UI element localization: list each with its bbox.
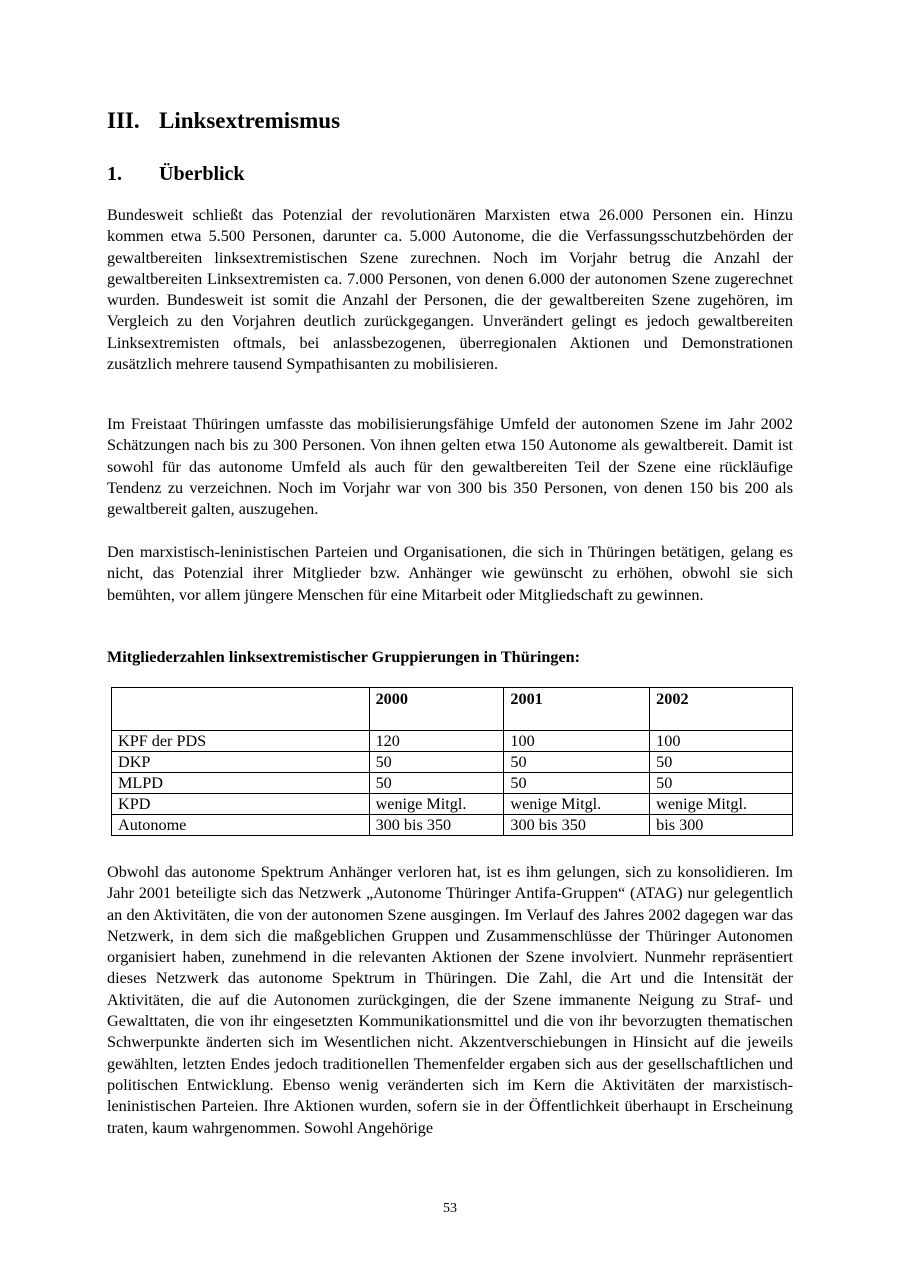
paragraph-federal-overview: Bundesweit schließt das Potenzial der revolutionären Marxisten etwa 26.000 Personen ein. Hinzu kommen etwa 5.500 Personen, darunter ca. 5.000 Autonome, die die Verfassungsschutzbehörden der gewaltbereiten linksextremistischen Szene zurechnen. Noch im Vorjahr betrug die Anzahl der gewaltbereiten Linksextremisten ca. 7.000 Personen, von denen 6.000 der autonomen Szene zugerechnet wurden. Bundesweit ist somit die Anzahl der Personen, die der gewaltbereiten Szene zugehören, im Vergleich zu den Vorjahren deutlich zurückgegangen. Unverändert gelingt es jedoch gewaltbereiten Linksextremisten oftmals, bei anlassbezogenen, überregionalen Aktionen und Demonstrationen zusätzlich mehrere tausend Sympathisanten zu mobilisieren. xyxy=(107,206,793,374)
membership-table xyxy=(111,687,793,836)
table-cell: 100 xyxy=(650,731,793,752)
table-cell: wenige Mitgl. xyxy=(650,794,793,815)
table-cell: 50 xyxy=(504,752,650,773)
table-caption: Mitgliederzahlen linksextremistischer Gruppierungen in Thüringen: xyxy=(107,648,581,666)
table-header-cell xyxy=(112,688,370,731)
section-number: 1. xyxy=(107,163,122,185)
table-cell: 50 xyxy=(650,752,793,773)
table-cell-group: KPF der PDS xyxy=(112,731,370,752)
table-row xyxy=(112,752,793,773)
table-header-cell: 2001 xyxy=(504,688,650,731)
table-row xyxy=(112,773,793,794)
table-cell: 50 xyxy=(369,773,504,794)
section-title: Überblick xyxy=(159,163,245,185)
chapter-title: Linksextremismus xyxy=(159,108,341,133)
table-cell: 50 xyxy=(369,752,504,773)
table-cell: wenige Mitgl. xyxy=(369,794,504,815)
table-row xyxy=(112,794,793,815)
section-heading xyxy=(107,159,245,189)
table-cell: wenige Mitgl. xyxy=(504,794,650,815)
table-cell: 50 xyxy=(504,773,650,794)
table-cell: bis 300 xyxy=(650,815,793,836)
table-cell-group: KPD xyxy=(112,794,370,815)
table-cell: 50 xyxy=(650,773,793,794)
table-cell: 120 xyxy=(369,731,504,752)
table-cell-group: DKP xyxy=(112,752,370,773)
paragraph-thuringia-autonomous: Im Freistaat Thüringen umfasste das mobilisierungsfähige Umfeld der autonomen Szene im Jahr 2002 Schätzungen nach bis zu 300 Personen. Von ihnen gelten etwa 150 Autonome als gewaltbereit. Damit ist sowohl für das autonome Umfeld als auch für den gewaltbereiten Teil der Szene eine rückläufige Tendenz zu verzeichnen. Noch im Vorjahr war von 300 bis 350 Personen, von denen 150 bis 200 als gewaltbereit galten, auszugehen. xyxy=(107,415,793,519)
table-header-row xyxy=(112,688,793,731)
table-header-cell: 2000 xyxy=(369,688,504,731)
paragraph-ml-parties: Den marxistisch-leninistischen Parteien und Organisationen, die sich in Thüringen betätigen, gelang es nicht, das Potenzial ihrer Mitglieder bzw. Anhänger wie gewünscht zu erhöhen, obwohl sie sich bemühten, vor allem jüngere Menschen für eine Mitarbeit oder Mitgliedschaft zu gewinnen. xyxy=(107,543,793,604)
table-cell: 300 bis 350 xyxy=(369,815,504,836)
paragraph-autonomous-spectrum: Obwohl das autonome Spektrum Anhänger verloren hat, ist es ihm gelungen, sich zu konsolidieren. Im Jahr 2001 beteiligte sich das Netzwerk „Autonome Thüringer Antifa-Gruppen“ (ATAG) nur gelegentlich an den Aktivitäten, die von der autonomen Szene ausgingen. Im Verlauf des Jahres 2002 dagegen war das Netzwerk, in dem sich die maßgeblichen Gruppen und Zusammenschlüsse der Thüringer Autonomen organisiert haben, zunehmend in die relevanten Aktionen der Szene involviert. Nunmehr repräsentiert dieses Netzwerk das autonome Spektrum in Thüringen. Die Zahl, die Art und die Intensität der Aktivitäten, die auf die Autonomen zurückgingen, die der Szene immanente Neigung zu Straf- und Gewalttaten, die von ihr eingesetzten Kommunikationsmittel und die von ihr bevorzugten thematischen Schwerpunkte änderten sich im Wesentlichen nicht. Akzentverschiebungen in Hinsicht auf die jeweils gewählten, letzten Endes jedoch traditionellen Themenfelder ergaben sich aus der gesellschaftlichen und politischen Entwicklung. Ebenso wenig veränderten sich im Kern die Aktivitäten der marxistisch-leninistischen Parteien. Ihre Aktionen wurden, sofern sie in der Öffentlichkeit überhaupt in Erscheinung traten, kaum wahrgenommen. Sowohl Angehörige xyxy=(107,863,793,1137)
table-cell-group: Autonome xyxy=(112,815,370,836)
table-cell-group: MLPD xyxy=(112,773,370,794)
table-row xyxy=(112,815,793,836)
table-row xyxy=(112,731,793,752)
page-number: 53 xyxy=(443,1201,457,1216)
table-cell: 100 xyxy=(504,731,650,752)
chapter-heading xyxy=(107,104,340,138)
table-cell: 300 bis 350 xyxy=(504,815,650,836)
table-header-cell: 2002 xyxy=(650,688,793,731)
chapter-number: III. xyxy=(107,108,140,133)
